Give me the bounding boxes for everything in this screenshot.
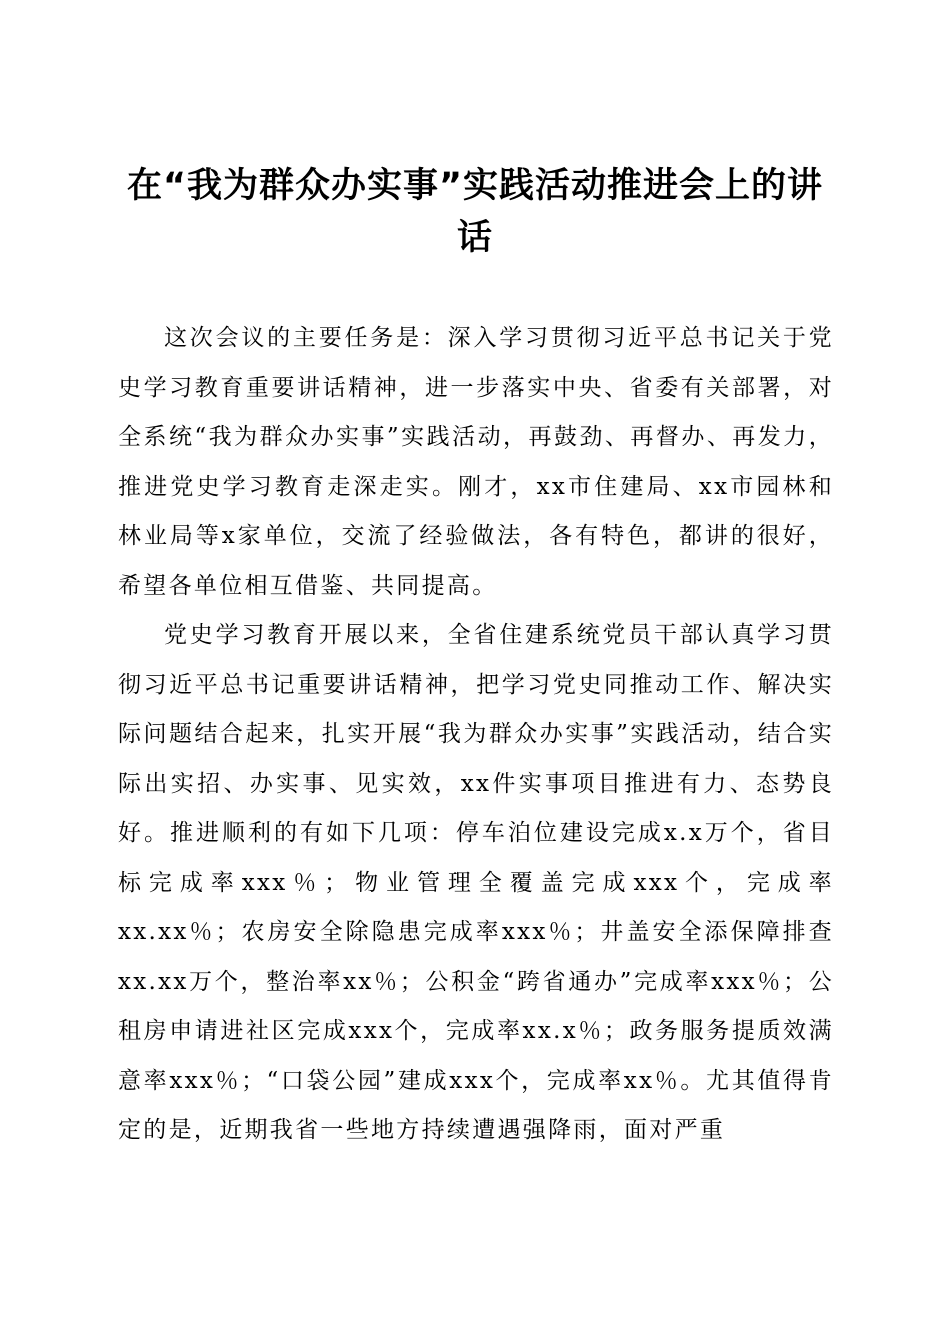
body-paragraph-1: 这次会议的主要任务是：深入学习贯彻习近平总书记关于党史学习教育重要讲话精神，进一步落实中央、省委有关部署，对全系统“我为群众办实事”实践活动，再鼓劲、再督办、再发力，推进党史学习教育走深走实。刚才，xx市住建局、xx市园林和林业局等x家单位，交流了经验做法，各有特色，都讲的很好，希望各单位相互借鉴、共同提高。 [118,325,834,599]
document-title: 在“我为群众办实事”实践活动推进会上的讲话 [126,166,823,258]
body-paragraph-2: 党史学习教育开展以来，全省住建系统党员干部认真学习贯彻习近平总书记重要讲话精神，把学习党史同推动工作、解决实际问题结合起来，扎实开展“我为群众办实事”实践活动，结合实际出实招、办实事、见实效，xx件实事项目推进有力、态势良好。推进顺利的有如下几项：停车泊位建设完成x.x万个，省目标完成率xxx％；物业管理全覆盖完成xxx个，完成率xx.xx％；农房安全除隐患完成率xxx％；井盖安全添保障排查xx.xx万个，整治率xx％；公积金“跨省通办”完成率xxx％；公租房申请进社区完成xxx个，完成率xx.x％；政务服务提质效满意率xxx％；“口袋公园”建成xxx个，完成率xx％。尤其值得肯定的是，近期我省一些地方持续遭遇强降雨，面对严重 [118,622,834,1143]
document-body [118,314,834,1156]
